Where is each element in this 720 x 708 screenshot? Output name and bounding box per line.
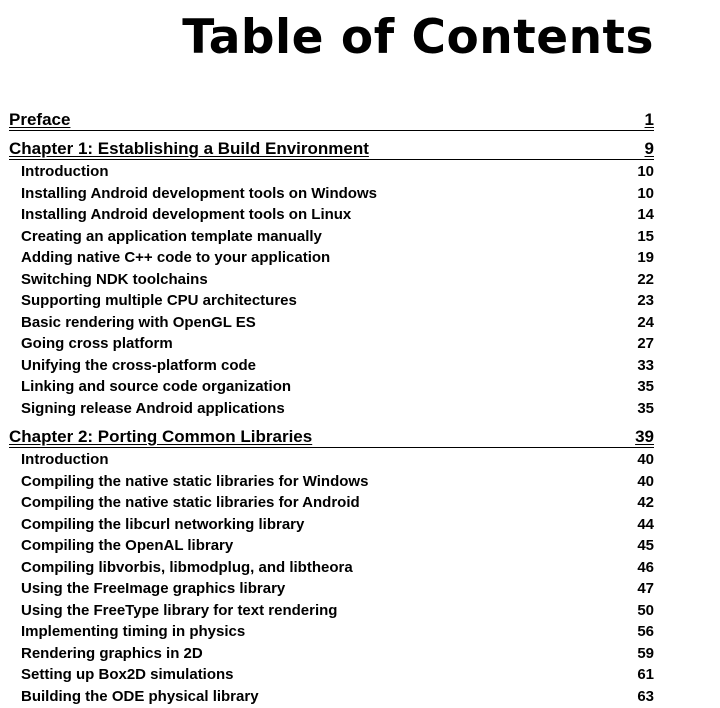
toc-entry-list [9,161,654,419]
toc-entry-title[interactable]: Basic rendering with OpenGL ES [21,313,256,331]
toc-entry-page-number[interactable]: 10 [637,163,654,180]
toc-entry-row[interactable] [9,514,654,536]
toc-entry-page-number[interactable]: 50 [637,601,654,619]
toc-section-title-link[interactable]: Chapter 2: Porting Common Libraries [9,427,313,446]
toc-entry-title[interactable]: Signing release Android applications [21,399,285,417]
toc-entry-title[interactable]: Switching NDK toolchains [21,270,208,288]
toc-section-page-link[interactable]: 1 [644,110,654,129]
toc-entry-page-number[interactable]: 45 [637,537,654,554]
toc-entry-page-number[interactable]: 14 [637,206,654,223]
toc-section-page-link[interactable]: 9 [644,139,654,158]
toc-entry-row[interactable] [9,333,654,355]
toc-entry-row[interactable] [9,600,654,622]
toc-entry-page-number[interactable]: 40 [637,451,654,468]
toc-entry-page-number[interactable]: 27 [637,335,654,352]
toc-entry-title[interactable]: Using the FreeImage graphics library [21,580,286,597]
toc-entry-row[interactable] [9,621,654,643]
toc-section-row[interactable] [9,139,654,160]
toc-entry-row[interactable] [9,557,654,579]
page-title: Table of Contents [182,10,654,65]
toc-entry-title[interactable]: Creating an application template manually [21,227,322,245]
toc-entry-title[interactable]: Implementing timing in physics [21,623,246,640]
toc-entry-title[interactable]: Linking and source code organization [21,378,292,395]
toc-entry-row[interactable] [9,269,654,291]
toc-entry-title[interactable]: Installing Android development tools on Linux [21,206,352,223]
toc-entry-row[interactable] [9,376,654,398]
toc-entry-row[interactable] [9,643,654,665]
toc-entry-page-number[interactable]: 42 [637,494,654,511]
toc-entry-title[interactable]: Building the ODE physical library [21,687,259,705]
toc-entry-page-number[interactable]: 59 [637,644,654,662]
toc-entry-title[interactable]: Adding native C++ code to your application [21,249,331,266]
toc-entry-title[interactable]: Compiling libvorbis, libmodplug, and libtheora [21,558,353,576]
toc-entry-page-number[interactable]: 33 [637,356,654,374]
toc-entry-page-number[interactable]: 24 [637,313,654,331]
toc-section-title-link[interactable]: Preface [9,110,71,129]
toc-entry-page-number[interactable]: 35 [637,399,654,417]
toc-entry-page-number[interactable]: 15 [637,227,654,245]
toc-entry-row[interactable] [9,664,654,686]
toc-entry-title[interactable]: Compiling the OpenAL library [21,537,234,554]
toc-entry-page-number[interactable]: 46 [637,558,654,576]
toc-entry-title[interactable]: Introduction [21,451,109,468]
toc-entry-row[interactable] [9,204,654,226]
toc-entry-title[interactable]: Compiling the native static libraries for Windows [21,472,369,490]
toc-entry-title[interactable]: Going cross platform [21,335,173,352]
toc-entry-title[interactable]: Using the FreeType library for text rendering [21,601,338,619]
toc-entry-title[interactable]: Compiling the libcurl networking library [21,515,305,533]
toc-entry-page-number[interactable]: 61 [637,666,654,683]
toc-section-page-link[interactable]: 39 [635,427,654,446]
toc-entry-row[interactable] [9,471,654,493]
toc-entry-list [9,449,654,707]
toc-entry-row[interactable] [9,290,654,312]
toc-entry-title[interactable]: Rendering graphics in 2D [21,644,203,662]
toc-entry-title[interactable]: Supporting multiple CPU architectures [21,292,297,309]
toc-entry-page-number[interactable]: 40 [637,472,654,490]
toc-entry-title[interactable]: Installing Android development tools on Windows [21,184,377,202]
toc-entry-row[interactable] [9,492,654,514]
toc-entry-page-number[interactable]: 63 [637,687,654,705]
toc-entry-page-number[interactable]: 22 [637,270,654,288]
toc-entry-row[interactable] [9,449,654,471]
toc-entry-row[interactable] [9,226,654,248]
toc-entry-row[interactable] [9,535,654,557]
table-of-contents [9,110,654,707]
toc-entry-row[interactable] [9,398,654,420]
toc-entry-title[interactable]: Setting up Box2D simulations [21,666,234,683]
toc-entry-page-number[interactable]: 19 [637,249,654,266]
toc-section-row[interactable] [9,427,654,448]
toc-entry-page-number[interactable]: 23 [637,292,654,309]
toc-entry-page-number[interactable]: 35 [637,378,654,395]
toc-entry-title[interactable]: Introduction [21,163,109,180]
toc-entry-row[interactable] [9,686,654,708]
toc-entry-title[interactable]: Compiling the native static libraries for Android [21,494,360,511]
toc-entry-row[interactable] [9,183,654,205]
toc-entry-row[interactable] [9,161,654,183]
toc-entry-row[interactable] [9,247,654,269]
toc-entry-title[interactable]: Unifying the cross-platform code [21,356,257,374]
toc-entry-page-number[interactable]: 44 [637,515,654,533]
toc-section-title-link[interactable]: Chapter 1: Establishing a Build Environment [9,139,369,158]
toc-entry-page-number[interactable]: 10 [637,184,654,202]
toc-entry-row[interactable] [9,355,654,377]
toc-entry-row[interactable] [9,312,654,334]
toc-entry-row[interactable] [9,578,654,600]
toc-section-row[interactable] [9,110,654,131]
toc-entry-page-number[interactable]: 47 [637,580,654,597]
toc-entry-page-number[interactable]: 56 [637,623,654,640]
